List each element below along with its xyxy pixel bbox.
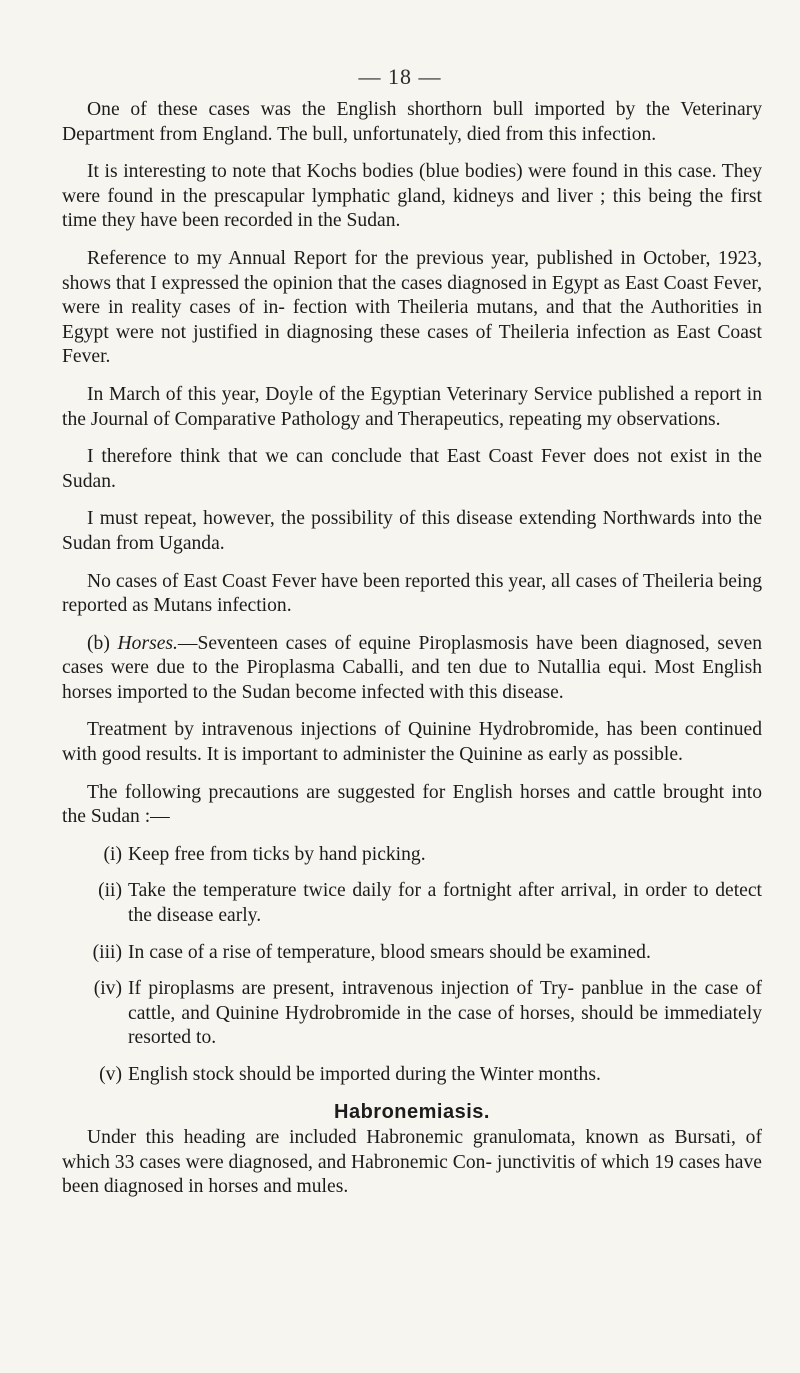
horses-heading: Horses. bbox=[117, 632, 178, 654]
list-item-text: English stock should be imported during the Winter months. bbox=[128, 1064, 601, 1085]
list-item-number: (ii) bbox=[98, 880, 122, 902]
list-item-number: (iv) bbox=[93, 978, 122, 1000]
horses-prefix: (b) bbox=[87, 632, 118, 654]
list-item-text: Take the temperature twice daily for a fortnight after arrival, in order to detect the disease early. bbox=[128, 880, 762, 927]
paragraph-precautions-intro: The following precautions are suggested for English horses and cattle brought into the Sudan :— bbox=[62, 781, 762, 828]
list-item-text: Keep free from ticks by hand picking. bbox=[128, 843, 426, 865]
precautions-list bbox=[62, 843, 762, 1088]
paragraph-kochs-bodies: It is interesting to note that Kochs bodies (blue bodies) were found in this case. They were found in the prescapular lymphatic gland, kidneys and liver ; this being the first time they have been recorded in the Sudan. bbox=[62, 161, 762, 232]
paragraph-doyle-report: In March of this year, Doyle of the Egyptian Veterinary Service published a report in the Journal of Comparative Pathology and Therapeutics, repeating my observations. bbox=[62, 383, 762, 430]
list-item bbox=[62, 941, 762, 966]
list-item bbox=[62, 1063, 762, 1088]
paragraph-conclusion: I therefore think that we can conclude that East Coast Fever does not exist in the Sudan. bbox=[62, 446, 762, 492]
list-item-number: (v) bbox=[99, 1064, 122, 1085]
paragraph-horses bbox=[62, 632, 762, 706]
list-item-text: If piroplasms are present, intravenous injection of Try- panblue in the case of cattle, and Quinine Hydrobromide in the case of horses, should be immediately resorted to. bbox=[128, 978, 762, 1049]
paragraph-annual-report: Reference to my Annual Report for the previous year, published in October, 1923, shows that I expressed the opinion that the cases diagnosed in Egypt as East Coast Fever, were in reality cases of in- fection with Theileria mutans, and that the Authorities in Egypt were not justified in diagnosing these cases of Theileria infection as East Coast Fever. bbox=[62, 247, 762, 368]
list-item-text: In case of a rise of temperature, blood smears should be examined. bbox=[128, 941, 651, 963]
paragraph-no-cases: No cases of East Coast Fever have been reported this year, all cases of Theileria being reported as Mutans infection. bbox=[62, 570, 762, 617]
section-heading: Habronemiasis. bbox=[334, 1100, 490, 1123]
page-number: — 18 — bbox=[358, 64, 442, 89]
list-item bbox=[62, 879, 762, 928]
list-item bbox=[62, 977, 762, 1051]
list-item bbox=[62, 843, 762, 868]
paragraph-uganda-risk: I must repeat, however, the possibility of this disease extending Northwards into the Sudan from Uganda. bbox=[62, 508, 762, 554]
paragraph-treatment: Treatment by intravenous injections of Quinine Hydrobromide, has been continued with good results. It is important to administer the Quinine as early as possible. bbox=[62, 719, 762, 766]
list-item-number: (iii) bbox=[92, 941, 122, 963]
list-item-number: (i) bbox=[103, 843, 122, 865]
paragraph-habronemiasis: Under this heading are included Habronemic granulomata, known as Bursati, of which 33 cases were diagnosed, and Habronemic Con- junctivitis of which 19 cases have been diagnosed in horses and mules. bbox=[62, 1127, 762, 1198]
horses-text: —Seventeen cases of equine Piroplasmosis have been diagnosed, seven cases were due to the Piroplasma Caballi, and ten due to Nutallia equi. Most English horses imported to the Sudan become infected with this disease. bbox=[62, 632, 762, 703]
paragraph-bull-case: One of these cases was the English shorthorn bull imported by the Veterinary Department from England. The bull, unfortunately, died from this infection. bbox=[62, 99, 762, 145]
body-text bbox=[62, 98, 762, 1213]
